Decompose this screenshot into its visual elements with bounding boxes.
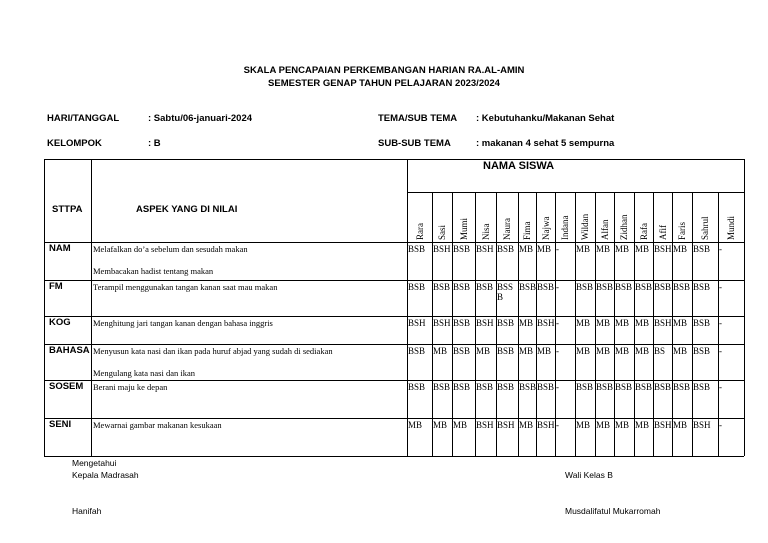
grade-cell: BSB: [497, 382, 515, 392]
grade-cell: BSH: [654, 318, 672, 328]
aspek-text: Melafalkan do’a sebelum dan sesudah makan: [93, 244, 248, 254]
document-title: SKALA PENCAPAIAN PERKEMBANGAN HARIAN RA.AL-AMIN: [243, 65, 525, 76]
grade-cell: BSB: [635, 382, 653, 392]
kepala-madrasah-label: Kepala Madrasah: [72, 470, 139, 480]
hari-value: : Sabtu/06-januari-2024: [148, 113, 253, 124]
grade-cell: -: [556, 420, 559, 430]
grade-cell: BSH: [654, 244, 672, 254]
grade-cell: BSB: [497, 318, 515, 328]
table-border-bottom: [44, 456, 744, 457]
grade-cell: MB: [615, 346, 630, 356]
sttpa-code: NAM: [49, 243, 71, 254]
grade-cell: BSB: [537, 382, 555, 392]
grade-cell: BSB: [693, 382, 711, 392]
aspek-text: Menghitung jari tangan kanan dengan bahasa inggris: [93, 318, 273, 328]
student-name: Indana: [560, 215, 570, 240]
student-name: Afif: [657, 225, 668, 240]
grade-cell: BSB: [693, 346, 711, 356]
grade-cell: BSB: [693, 244, 711, 254]
grade-cell: MB: [615, 420, 630, 430]
grade-cell: BSH: [476, 420, 494, 430]
student-name: Naura: [502, 218, 512, 240]
sttpa-header: STTPA: [52, 204, 83, 215]
grade-cell: MB: [615, 244, 630, 254]
header-bottom-line: [44, 242, 744, 243]
grade-cell: MB: [576, 318, 591, 328]
subsub-label: SUB-SUB TEMA: [378, 138, 451, 149]
student-name: Mumi: [458, 217, 469, 240]
grade-cell: MB: [576, 420, 591, 430]
grade-cell: MB: [537, 244, 552, 254]
grade-cell: -: [556, 318, 559, 328]
student-name: Fima: [522, 221, 532, 240]
mengetahui-label: Mengetahui: [72, 458, 117, 468]
student-name: Rafa: [638, 223, 649, 240]
grade-cell: BSH: [693, 420, 711, 430]
grade-cell: -: [719, 346, 722, 356]
aspek-text: Menyusun kata nasi dan ikan pada huruf abjad yang sudah di sediakan: [93, 346, 333, 356]
row-separator: [44, 280, 744, 281]
grade-cell: MB: [519, 346, 534, 356]
grade-cell: MB: [476, 346, 491, 356]
kelompok-label: KELOMPOK: [47, 138, 102, 149]
grade-cell: MB: [519, 244, 534, 254]
grade-cell: MB: [576, 346, 591, 356]
grade-cell: BSB: [693, 318, 711, 328]
student-name: Nisa: [480, 223, 491, 240]
grade-cell: BSB: [476, 282, 494, 292]
grade-cell: BSH: [476, 318, 494, 328]
grade-cell: MB: [673, 420, 688, 430]
student-name: Najwa: [540, 216, 551, 240]
grade-cell: BSH: [476, 244, 494, 254]
grade-cell: MB: [673, 346, 688, 356]
grade-cell: BSB: [453, 244, 471, 254]
grade-cell: MB: [519, 420, 534, 430]
student-name: Mundi: [726, 215, 736, 240]
row-separator: [44, 316, 744, 317]
grade-cell: BSB: [453, 346, 471, 356]
wali-kelas-label: Wali Kelas B: [565, 470, 613, 480]
subsub-value: : makanan 4 sehat 5 sempurna: [476, 138, 615, 149]
grade-cell: BSB: [596, 282, 614, 292]
header-separator: [407, 192, 744, 193]
grade-cell: BSB: [654, 282, 672, 292]
student-name: Sasi: [437, 224, 447, 240]
grade-cell: -: [556, 346, 559, 356]
grade-cell: MB: [635, 420, 650, 430]
grade-cell: BSB: [453, 282, 471, 292]
student-name: Rara: [414, 223, 425, 240]
sttpa-code: FM: [49, 281, 63, 292]
grade-cell: BSB: [654, 382, 672, 392]
grade-cell: MB: [519, 318, 534, 328]
grade-cell: -: [719, 282, 722, 292]
grade-cell: -: [719, 382, 722, 392]
kepala-madrasah-name: Hanifah: [72, 506, 102, 516]
grade-cell: BSB: [615, 382, 633, 392]
grade-cell: BSB: [433, 282, 451, 292]
nama-siswa-header: NAMA SISWA: [483, 160, 555, 172]
student-name: Faris: [677, 222, 687, 240]
table-border-right: [744, 159, 745, 456]
grade-cell: BSB: [476, 382, 494, 392]
sttpa-code: BAHASA: [49, 345, 90, 356]
student-name: Sahrul: [700, 216, 710, 240]
grade-cell: BSB: [576, 382, 594, 392]
student-name: Alfan: [599, 219, 610, 240]
grade-cell: BSB: [673, 382, 691, 392]
hari-label: HARI/TANGGAL: [47, 113, 120, 124]
table-border-left: [44, 159, 45, 456]
grade-cell: -: [556, 244, 559, 254]
table-border-top: [44, 159, 744, 160]
row-separator: [44, 418, 744, 419]
grade-cell: BSB: [519, 382, 537, 392]
grade-cell: -: [556, 382, 559, 392]
grade-cell: MB: [635, 318, 650, 328]
grade-cell: MB: [453, 420, 468, 430]
row-separator: [44, 380, 744, 381]
student-name: Wildan: [580, 213, 590, 240]
grade-cell: BSB: [453, 382, 471, 392]
grade-cell: MB: [615, 318, 630, 328]
grade-cell: BSB: [497, 346, 515, 356]
grade-cell: -: [719, 318, 722, 328]
grade-cell: BSB: [537, 282, 555, 292]
grade-cell: BSB: [576, 282, 594, 292]
grade-cell: -: [556, 282, 559, 292]
grade-cell: -: [719, 420, 722, 430]
grade-cell: MB: [596, 420, 611, 430]
kelompok-value: : B: [148, 138, 161, 149]
grade-cell: BSH: [537, 318, 555, 328]
grade-cell: MB: [433, 420, 448, 430]
grade-cell: BSB: [408, 346, 426, 356]
grade-cell: MB: [673, 244, 688, 254]
grade-cell: BSB: [596, 382, 614, 392]
grade-cell: BSH: [433, 244, 451, 254]
grade-cell: MB: [673, 318, 688, 328]
grade-cell: BSB: [635, 282, 653, 292]
grade-cell: MB: [596, 318, 611, 328]
sttpa-code: KOG: [49, 317, 71, 328]
grade-cell: BSB: [453, 318, 471, 328]
grade-cell: BSB: [673, 282, 691, 292]
grade-cell: MB: [635, 244, 650, 254]
column-separator: [91, 159, 92, 456]
grade-cell: MB: [576, 244, 591, 254]
student-name: Zidhan: [619, 214, 629, 240]
grade-cell: BSB: [408, 244, 426, 254]
aspek-text-secondary: Membacakan hadist tentang makan: [93, 266, 214, 276]
grade-cell: BSH: [408, 318, 426, 328]
grade-cell: MB: [537, 346, 552, 356]
grade-cell: MB: [596, 346, 611, 356]
grade-cell: MB: [596, 244, 611, 254]
aspek-text: Mewarnai gambar makanan kesukaan: [93, 420, 222, 430]
grade-cell: MB: [408, 420, 423, 430]
grade-cell: BSB: [433, 382, 451, 392]
grade-cell: BSB: [408, 382, 426, 392]
grade-cell: -: [719, 244, 722, 254]
grade-cell: MB: [635, 346, 650, 356]
grade-cell: BSH: [433, 318, 451, 328]
grade-cell: BSB: [408, 282, 426, 292]
tema-label: TEMA/SUB TEMA: [378, 113, 458, 124]
tema-value: : Kebutuhanku/Makanan Sehat: [476, 113, 615, 124]
grade-cell: BSB: [615, 282, 633, 292]
wali-kelas-name: Musdalifatul Mukarromah: [565, 506, 661, 516]
grade-cell: BS: [654, 346, 666, 356]
grade-cell: BSH: [537, 420, 555, 430]
grade-cell: MB: [433, 346, 448, 356]
grade-cell: BSSB: [497, 282, 514, 302]
sttpa-code: SENI: [49, 419, 72, 430]
grade-cell: BSB: [497, 244, 515, 254]
aspek-header: ASPEK YANG DI NILAI: [136, 204, 238, 215]
grade-cell: BSH: [497, 420, 515, 430]
grade-cell: BSH: [654, 420, 672, 430]
column-separator: [407, 159, 408, 456]
document-subtitle: SEMESTER GENAP TAHUN PELAJARAN 2023/2024: [268, 78, 500, 89]
aspek-text: Berani maju ke depan: [93, 382, 168, 392]
aspek-text-secondary: Mengulang kata nasi dan ikan: [93, 368, 195, 378]
grade-cell: BSB: [519, 282, 537, 292]
row-separator: [44, 344, 744, 345]
sttpa-code: SOSEM: [49, 381, 84, 392]
grade-cell: BSB: [693, 282, 711, 292]
aspek-text: Terampil menggunakan tangan kanan saat mau makan: [93, 282, 278, 292]
